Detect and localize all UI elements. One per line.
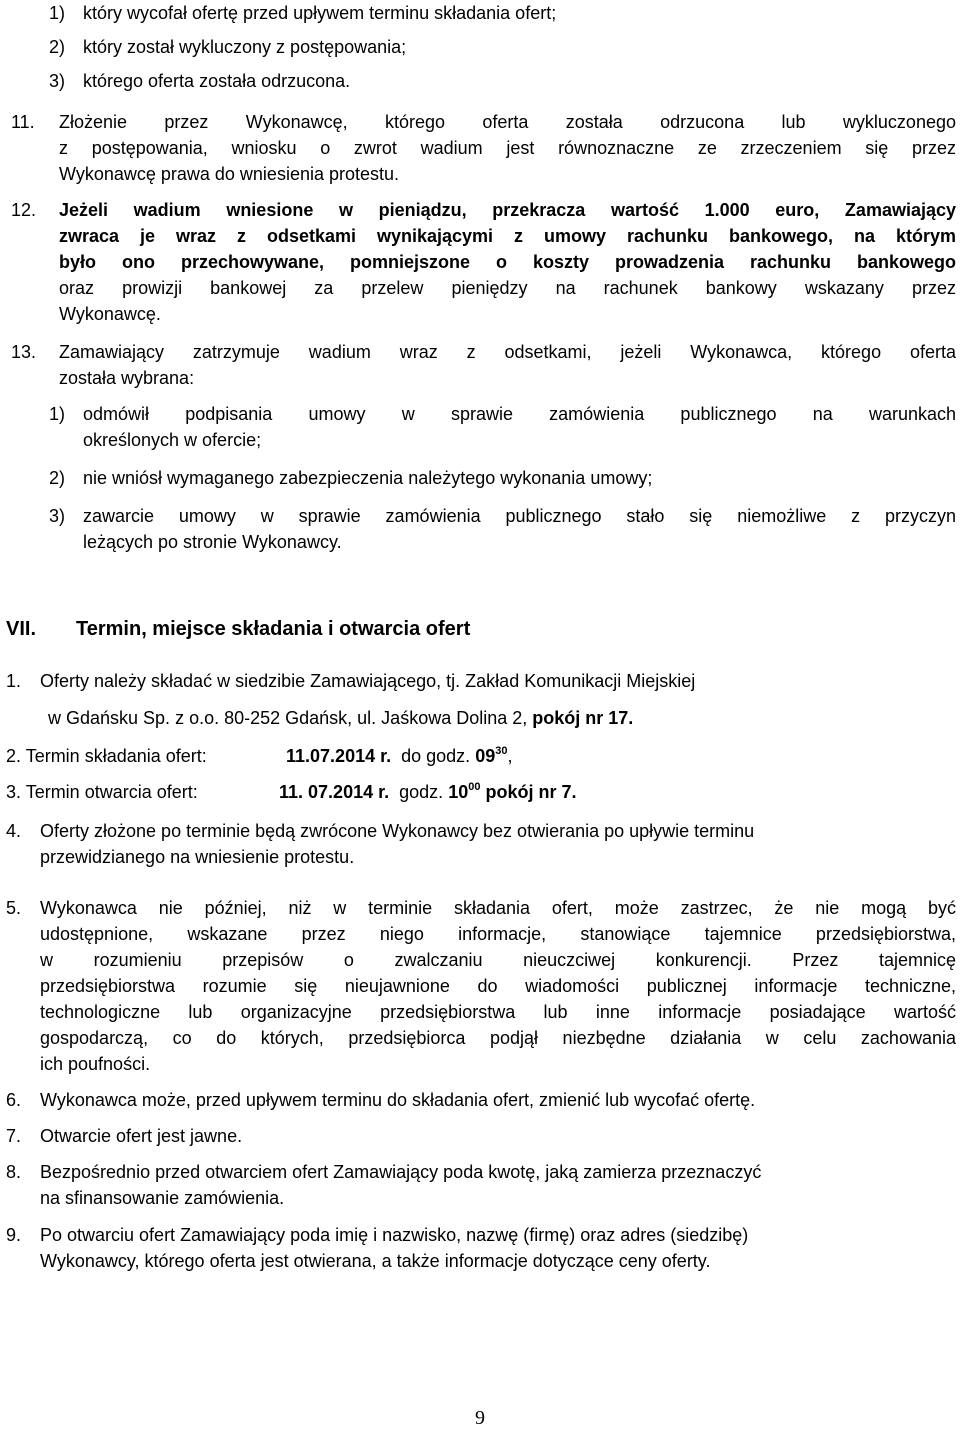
paragraph-number: 11. bbox=[11, 112, 35, 132]
paragraph-line: Po otwarciu ofert Zamawiający poda imię i nazwisko, nazwę (firmę) oraz adres (siedzibę) bbox=[40, 1225, 749, 1245]
opening-godz: godz. bbox=[399, 782, 444, 802]
address-line bbox=[48, 705, 633, 731]
list-number: 3) bbox=[49, 506, 66, 526]
list-item: którego oferta została odrzucona. bbox=[83, 71, 351, 91]
paragraph-line: Zamawiający zatrzymuje wadium wraz z odsetkami, jeżeli Wykonawca, którego oferta bbox=[59, 342, 956, 362]
list-item: leżących po stronie Wykonawcy. bbox=[83, 532, 342, 552]
paragraph-line: Wykonawca nie później, niż w terminie składania ofert, może zastrzec, że nie mogą być bbox=[40, 898, 956, 918]
paragraph-line: w rozumieniu przepisów o zwalczaniu nieuczciwej konkurencji. Przez tajemnicę bbox=[40, 950, 956, 970]
paragraph-number: 5. bbox=[6, 898, 22, 918]
paragraph-line: gospodarczą, co do których, przedsiębiorca podjął niezbędne działania w celu zachowania bbox=[40, 1028, 956, 1048]
paragraph-line: Wykonawca może, przed upływem terminu do składania ofert, zmienić lub wycofać ofertę. bbox=[40, 1090, 756, 1110]
opening-date: 11. 07.2014 r. bbox=[279, 782, 390, 802]
opening-date-label: 3. Termin otwarcia ofert: bbox=[6, 782, 198, 802]
submission-deadline-value: 11.07.2014 r. do godz. $09^{30}$, bbox=[286, 745, 513, 766]
submission-hour: $09^{30}$ bbox=[475, 745, 508, 766]
section-number: VII. bbox=[6, 618, 37, 640]
paragraph-line: z postępowania, wniosku o zwrot wadium jest równoznaczne ze zrzeczeniem się przez bbox=[59, 138, 956, 158]
list-item: który wycofał ofertę przed upływem terminu składania ofert; bbox=[83, 3, 557, 23]
paragraph-line: oraz prowizji bankowej za przelew pieniędzy na rachunek bankowy wskazany przez bbox=[59, 278, 956, 298]
paragraph-line: technologiczne lub organizacyjne przedsiębiorstwa lub inne informacje posiadające wartość bbox=[40, 1002, 956, 1022]
list-number: 1) bbox=[49, 404, 66, 424]
list-number: 2) bbox=[49, 37, 66, 57]
list-number: 2) bbox=[49, 468, 66, 488]
list-item: który został wykluczony z postępowania; bbox=[83, 37, 407, 57]
list-number: 1) bbox=[49, 3, 66, 23]
room-number: pokój nr 17. bbox=[532, 708, 634, 728]
paragraph-line: przedsiębiorstwa rozumie się nieujawnione do wiadomości publicznej informacje techniczne, bbox=[40, 976, 956, 996]
paragraph-line-bold: było ono przechowywane, pomniejszone o koszty prowadzenia rachunku bankowego bbox=[59, 252, 956, 272]
paragraph-line: Bezpośrednio przed otwarciem ofert Zamawiający poda kwotę, jaką zamierza przeznaczyć bbox=[40, 1162, 762, 1182]
paragraph-line: Wykonawcę. bbox=[59, 304, 161, 324]
paragraph-line: Wykonawcy, którego oferta jest otwierana, a także informacje dotyczące ceny oferty. bbox=[40, 1251, 711, 1271]
submission-godz: do godz. bbox=[401, 746, 471, 766]
paragraph-line: Otwarcie ofert jest jawne. bbox=[40, 1126, 243, 1146]
submission-deadline-label: 2. Termin składania ofert: bbox=[6, 746, 207, 766]
opening-date-value bbox=[279, 779, 577, 805]
paragraph-line: Wykonawcę prawa do wniesienia protestu. bbox=[59, 164, 400, 184]
list-item: zawarcie umowy w sprawie zamówienia publicznego stało się niemożliwe z przyczyn bbox=[83, 506, 956, 526]
paragraph-line: ich poufności. bbox=[40, 1054, 151, 1074]
paragraph-number: 8. bbox=[6, 1162, 22, 1182]
list-item: nie wniósł wymaganego zabezpieczenia należytego wykonania umowy; bbox=[83, 468, 653, 488]
paragraph-line: została wybrana: bbox=[59, 368, 195, 388]
address-text: w Gdańsku Sp. z o.o. 80-252 Gdańsk, ul. Jaśkowa Dolina 2, bbox=[48, 708, 528, 728]
paragraph-number: 12. bbox=[11, 200, 37, 220]
paragraph-line: na sfinansowanie zamówienia. bbox=[40, 1188, 285, 1208]
paragraph-number: 6. bbox=[6, 1090, 22, 1110]
submission-date: 11.07.2014 r. bbox=[286, 746, 392, 766]
paragraph-line: Oferty należy składać w siedzibie Zamawiającego, tj. Zakład Komunikacji Miejskiej bbox=[40, 671, 696, 691]
paragraph-number: 7. bbox=[6, 1126, 22, 1146]
paragraph-line: Złożenie przez Wykonawcę, którego oferta została odrzucona lub wykluczonego bbox=[59, 112, 956, 132]
paragraph-number: 9. bbox=[6, 1225, 22, 1245]
page-number: 9 bbox=[475, 1407, 485, 1429]
paragraph-line: przewidzianego na wniesienie protestu. bbox=[40, 847, 355, 867]
paragraph-number: 13. bbox=[11, 342, 37, 362]
opening-hour: $10^{00}$ pokój nr 7. bbox=[448, 781, 577, 802]
list-number: 3) bbox=[49, 71, 66, 91]
list-item: określonych w ofercie; bbox=[83, 430, 262, 450]
paragraph-line: Oferty złożone po terminie będą zwrócone Wykonawcy bez otwierania po upływie terminu bbox=[40, 821, 755, 841]
section-title: Termin, miejsce składania i otwarcia ofert bbox=[76, 618, 471, 640]
paragraph-line-bold: zwraca je wraz z odsetkami wynikającymi z umowy rachunku bankowego, na którym bbox=[59, 226, 956, 246]
list-item: odmówił podpisania umowy w sprawie zamówienia publicznego na warunkach bbox=[83, 404, 956, 424]
paragraph-line: udostępnione, wskazane przez niego informacje, stanowiące tajemnice przedsiębiorstwa, bbox=[40, 924, 956, 944]
paragraph-number: 4. bbox=[6, 821, 22, 841]
paragraph-number: 1. bbox=[6, 671, 22, 691]
paragraph-line-bold: Jeżeli wadium wniesione w pieniądzu, przekracza wartość 1.000 euro, Zamawiający bbox=[59, 200, 956, 220]
